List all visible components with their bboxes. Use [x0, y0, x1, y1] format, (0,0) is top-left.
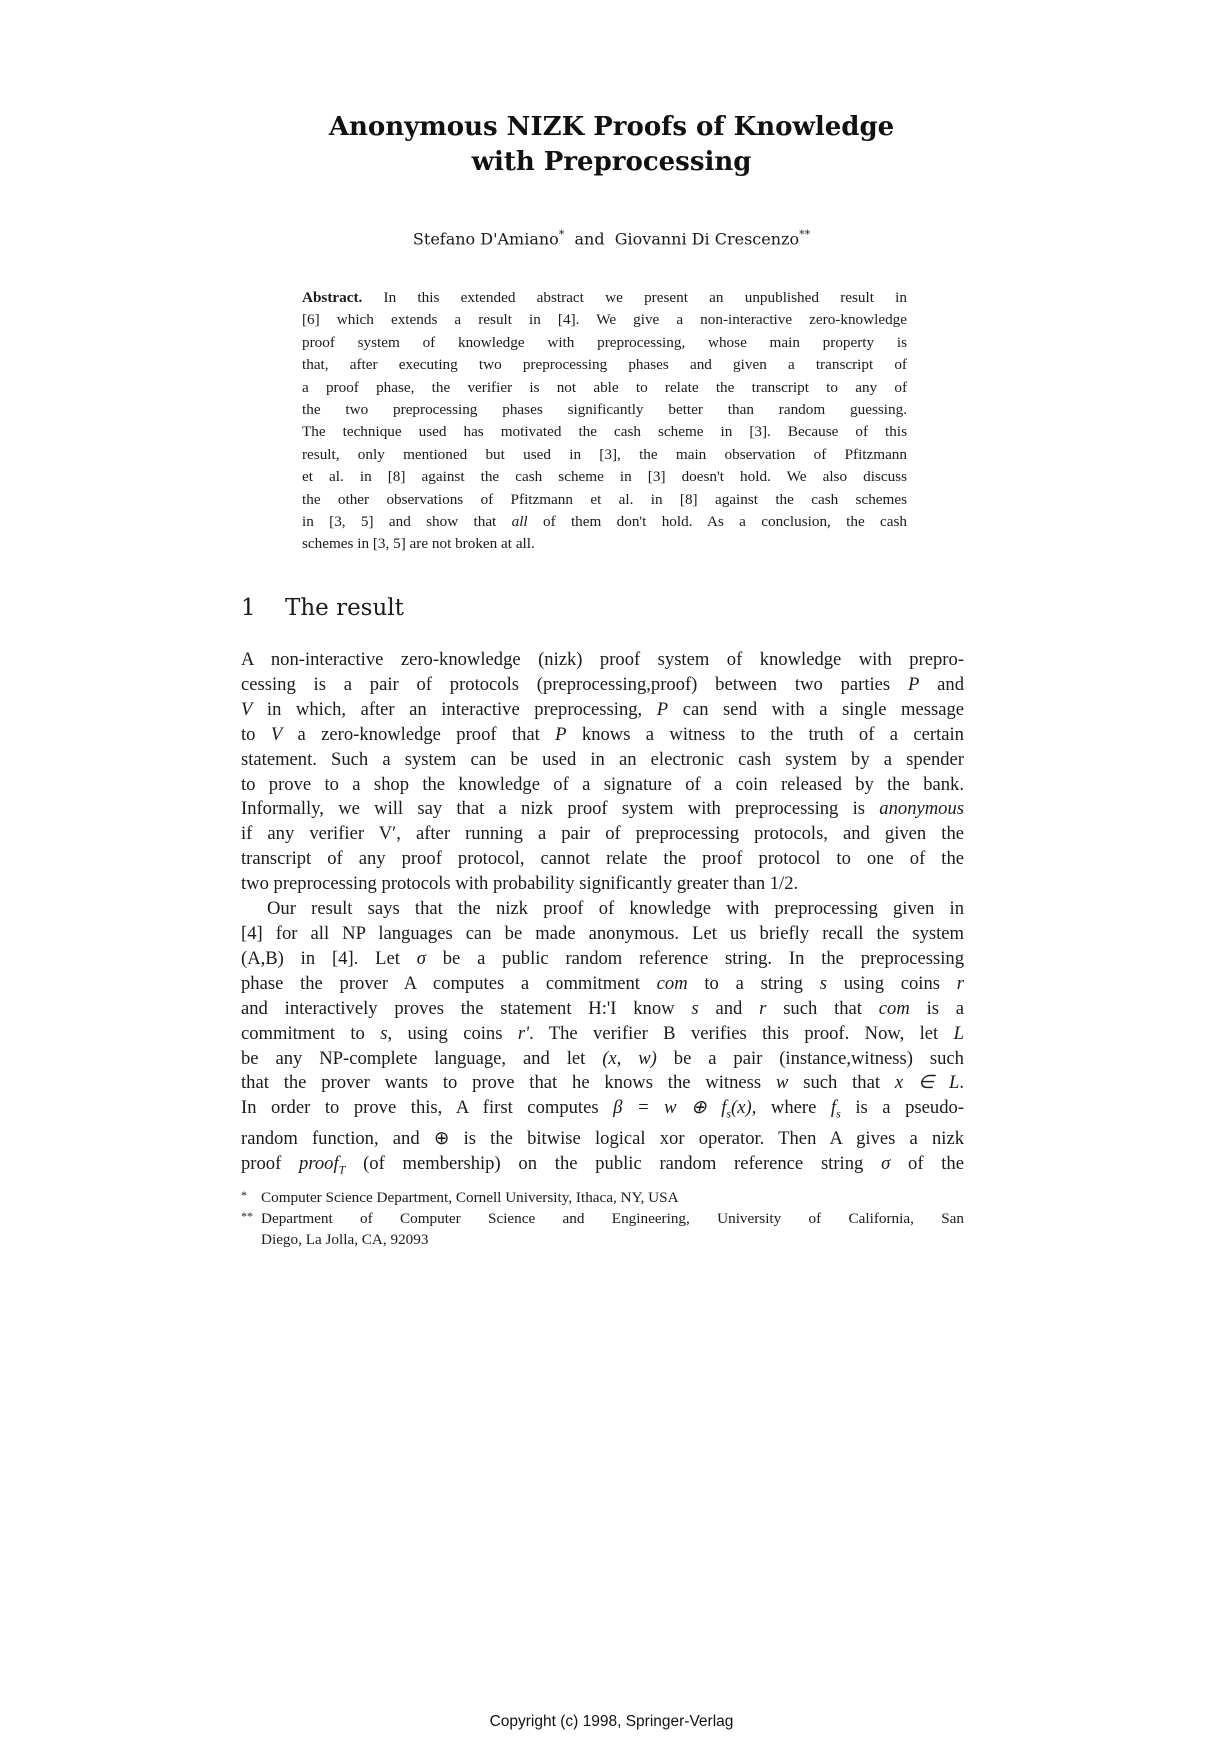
body-line: random function, and ⊕ is the bitwise logical xor operator. Then A gives a nizk — [241, 1127, 964, 1149]
abstract-label: Abstract. — [302, 289, 363, 306]
body-line: Our result says that the nizk proof of knowledge with preprocessing given in — [267, 898, 964, 920]
abstract-line: proof system of knowledge with preprocessing, whose main property is — [302, 333, 907, 351]
body-line: two preprocessing protocols with probability significantly greater than 1/2. — [241, 873, 799, 895]
body-line: and interactively proves the statement H:'I know s and r such that com is a — [241, 997, 965, 1019]
body-line: to V a zero-knowledge proof that P knows a witness to the truth of a certain — [241, 723, 964, 745]
author-conjunction: and — [574, 229, 605, 249]
abstract-line: [6] which extends a result in [4]. We give a non-interactive zero-knowledge — [302, 311, 907, 329]
footnote-text: Diego, La Jolla, CA, 92093 — [261, 1231, 429, 1248]
emphasis: anonymous — [879, 798, 964, 820]
body-line: A non-interactive zero-knowledge (nizk) proof system of knowledge with prepro- — [241, 649, 964, 670]
author-list — [0, 224, 1223, 250]
copyright-notice: Copyright (c) 1998, Springer-Verlag — [489, 1713, 734, 1730]
abstract-line: The technique used has motivated the cash scheme in [3]. Because of this — [302, 423, 907, 441]
footnote — [241, 1208, 964, 1250]
abstract-line: the two preprocessing phases significantly better than random guessing. — [302, 401, 907, 419]
author-name: Stefano D'Amiano — [412, 229, 559, 249]
body-line: statement. Such a system can be used in an electronic cash system by a spender — [241, 748, 964, 770]
emphasis: all — [511, 513, 528, 531]
body-line: proof proof$_T$ (of membership) on the public random reference string σ of the — [241, 1152, 964, 1177]
paper-title-line-1: Anonymous NIZK Proofs of Knowledge — [328, 112, 895, 142]
body-line: phase the prover A computes a commitment com to a string s using coins r — [241, 972, 964, 994]
abstract-line: that, after executing two preprocessing phases and given a transcript of — [302, 356, 907, 374]
abstract-line: a proof phase, the verifier is not able to relate the transcript to any of — [302, 378, 907, 396]
body-line: Informally, we will say that a nizk proof system with preprocessing is anonymous — [241, 798, 964, 820]
abstract-line: in [3, 5] and show that all of them don't hold. As a conclusion, the cash — [302, 513, 908, 531]
footnote-marker: * — [558, 228, 565, 241]
body-line: cessing is a pair of protocols (preprocessing,proof) between two parties P and — [241, 673, 965, 695]
footnote — [241, 1187, 964, 1208]
footnote-marker: ** — [799, 228, 811, 241]
body-line: transcript of any proof protocol, cannot relate the proof protocol to one of the — [241, 848, 964, 870]
section-number: 1 — [241, 595, 256, 621]
footnote-marker: * — [241, 1188, 247, 1202]
abstract-line: et al. in [8] against the cash scheme in [3] doesn't hold. We also discuss — [302, 468, 907, 486]
body-line: V in which, after an interactive preprocessing, P can send with a single message — [241, 698, 965, 720]
abstract-line: the other observations of Pfitzmann et al. in [8] against the cash schemes — [302, 490, 907, 508]
body-line: commitment to s, using coins r'. The verifier B verifies this proof. Now, let L — [241, 1022, 964, 1044]
section-heading — [241, 593, 404, 623]
body-line: In order to prove this, A first computes β = w ⊕ $f_s(x)$, where $f_s$ is a pseudo- — [241, 1097, 964, 1122]
footnotes — [241, 1187, 964, 1250]
section-title: The result — [285, 595, 404, 621]
body-line: [4] for all NP languages can be made anonymous. Let us briefly recall the system — [241, 922, 964, 944]
author-name: Giovanni Di Crescenzo — [614, 229, 800, 249]
body-text — [241, 648, 964, 1182]
body-line: that the prover wants to prove that he knows the witness w such that x ∈ L. — [241, 1072, 964, 1094]
abstract-line: schemes in [3, 5] are not broken at all. — [302, 535, 535, 553]
abstract-line: Abstract. In this extended abstract we present an unpublished result in — [302, 289, 907, 306]
footnote-marker: ** — [241, 1209, 253, 1223]
abstract-line: result, only mentioned but used in [3], the main observation of Pfitzmann — [302, 445, 907, 463]
body-line: (A,B) in [4]. Let σ be a public random reference string. In the preprocessing — [241, 947, 964, 969]
body-line: to prove to a shop the knowledge of a signature of a coin released by the bank. — [241, 773, 964, 795]
footnote-text: Computer Science Department, Cornell University, Ithaca, NY, USA — [261, 1189, 679, 1206]
abstract — [302, 287, 907, 556]
paper-title-line-2: with Preprocessing — [471, 147, 752, 177]
body-line: be any NP-complete language, and let (x, w) be a pair (instance,witness) such — [241, 1047, 964, 1069]
footnote-text: Department of Computer Science and Engineering, University of California, San — [261, 1210, 964, 1227]
body-line: if any verifier V′, after running a pair of preprocessing protocols, and given the — [241, 823, 964, 845]
